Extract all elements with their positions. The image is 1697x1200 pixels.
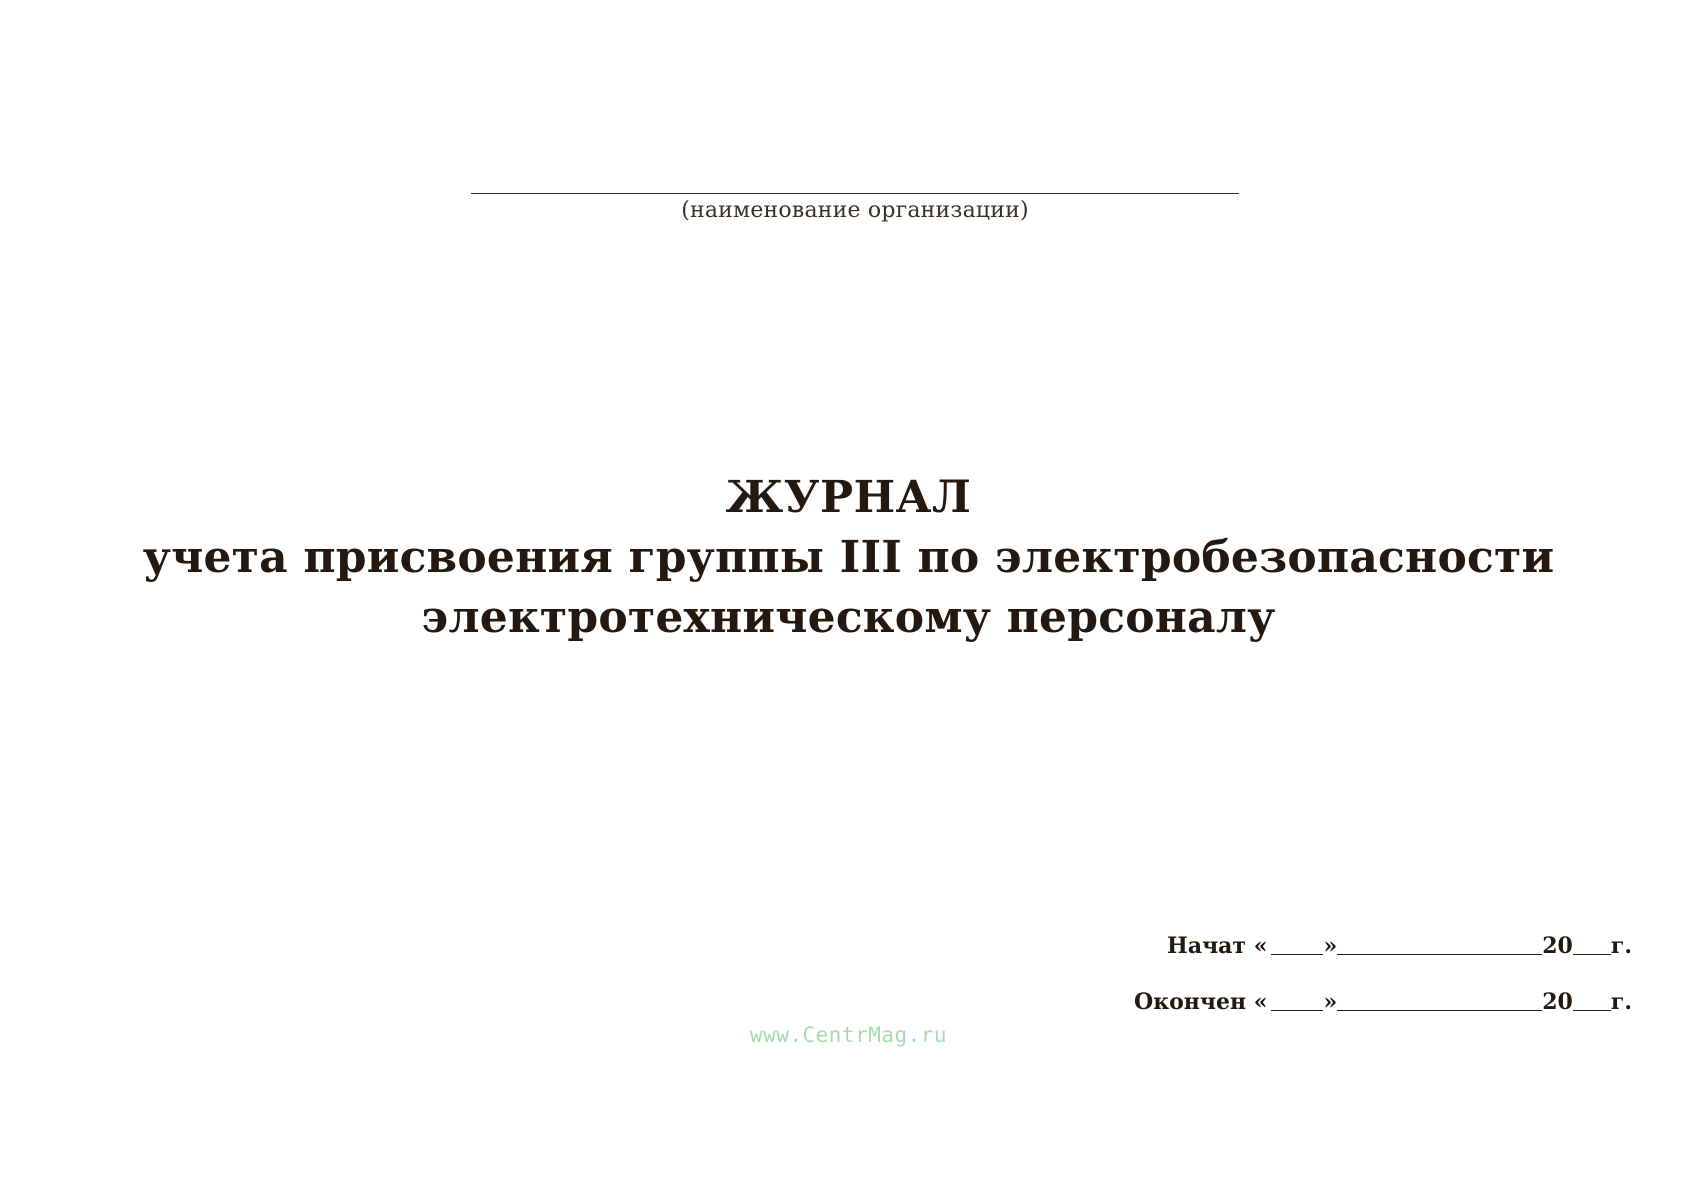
start-close-quote: » <box>1323 933 1338 959</box>
start-year-suffix: г. <box>1610 933 1632 959</box>
end-date-row <box>1134 985 1632 1015</box>
end-year-prefix: 20 <box>1542 989 1573 1015</box>
end-month-blank <box>1337 990 1542 1011</box>
journal-title-block <box>0 468 1697 648</box>
journal-title: ЖУРНАЛ <box>725 472 972 523</box>
end-date-label: Окончен « <box>1134 989 1268 1015</box>
organization-name-line <box>471 193 1239 194</box>
start-year-prefix: 20 <box>1542 933 1573 959</box>
end-day-blank <box>1271 990 1323 1011</box>
end-year-blank <box>1573 990 1611 1011</box>
start-year-blank <box>1573 934 1611 955</box>
organization-caption: (наименование организации) <box>681 198 1029 223</box>
start-month-blank <box>1337 934 1542 955</box>
start-date-row <box>1167 929 1632 959</box>
end-close-quote: » <box>1323 989 1338 1015</box>
end-year-suffix: г. <box>1610 989 1632 1015</box>
start-date-label: Начат « <box>1167 933 1268 959</box>
journal-subtitle-line-2: электротехническому персоналу <box>421 592 1276 643</box>
watermark-text: www.CentrMag.ru <box>749 1023 948 1047</box>
start-day-blank <box>1271 934 1323 955</box>
journal-subtitle-line-1: учета присвоения группы III по электробезопасности <box>142 532 1555 583</box>
